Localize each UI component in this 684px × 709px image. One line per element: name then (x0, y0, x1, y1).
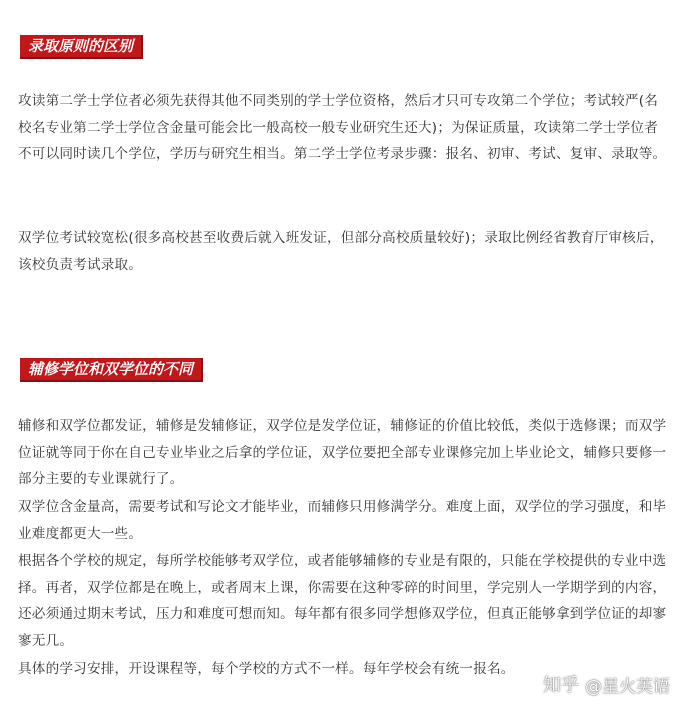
watermark (543, 671, 670, 697)
paragraph-second-degree: 攻读第二学士学位者必须先获得其他不同类别的学士学位资格，然后才只可专攻第二个学位；考试较严(名校名专业第二学士学位含金量可能会比一般高校一般专业研究生还大)；为保证质量，攻读第二学士学位者不可以同时读几个学位，学历与研究生相当。第二学士学位考录步骤：报名、初审、考试、复审、录取等。 (18, 93, 667, 162)
paragraph-double-degree-exam: 双学位考试较宽松(很多高校甚至收费后就入班发证，但部分高校质量较好)；录取比例经省教育厅审核后，该校负责考试录取。 (18, 230, 664, 273)
section-title-minor-vs-double: 辅修学位和双学位的不同 (20, 358, 203, 382)
paragraph-certificate: 辅修和双学位都发证，辅修是发辅修证，双学位是发学位证，辅修证的价值比较低，类似于选修课；而双学位证就等同于你在自己专业毕业之后拿的学位证，双学位要把全部专业课修完加上毕业论文，辅修只要修一部分主要的专业课就行了。 (18, 418, 667, 487)
watermark-site: 知乎 (543, 675, 579, 696)
paragraph-school-rules: 根据各个学校的规定，每所学校能够考双学位，或者能够辅修的专业是有限的，只能在学校提供的专业中选择。再者，双学位都是在晚上，或者周末上课，你需要在这种零碎的时间里，学完别人一学期学到的内容，还必须通过期末考试，压力和难度可想而知。每年都有很多同学想修双学位，但真正能够拿到学位证的却寥寥无几。 (18, 553, 667, 649)
section-title-admission: 录取原则的区别 (20, 35, 143, 59)
watermark-author: @星火英语 (585, 676, 670, 697)
paragraph-arrangement: 具体的学习安排，开设课程等，每个学校的方式不一样。每年学校会有统一报名。 (18, 661, 515, 677)
paragraph-value: 双学位含金量高，需要考试和写论文才能毕业，而辅修只用修满学分。难度上面，双学位的学习强度，和毕业难度都更大一些。 (18, 499, 667, 542)
